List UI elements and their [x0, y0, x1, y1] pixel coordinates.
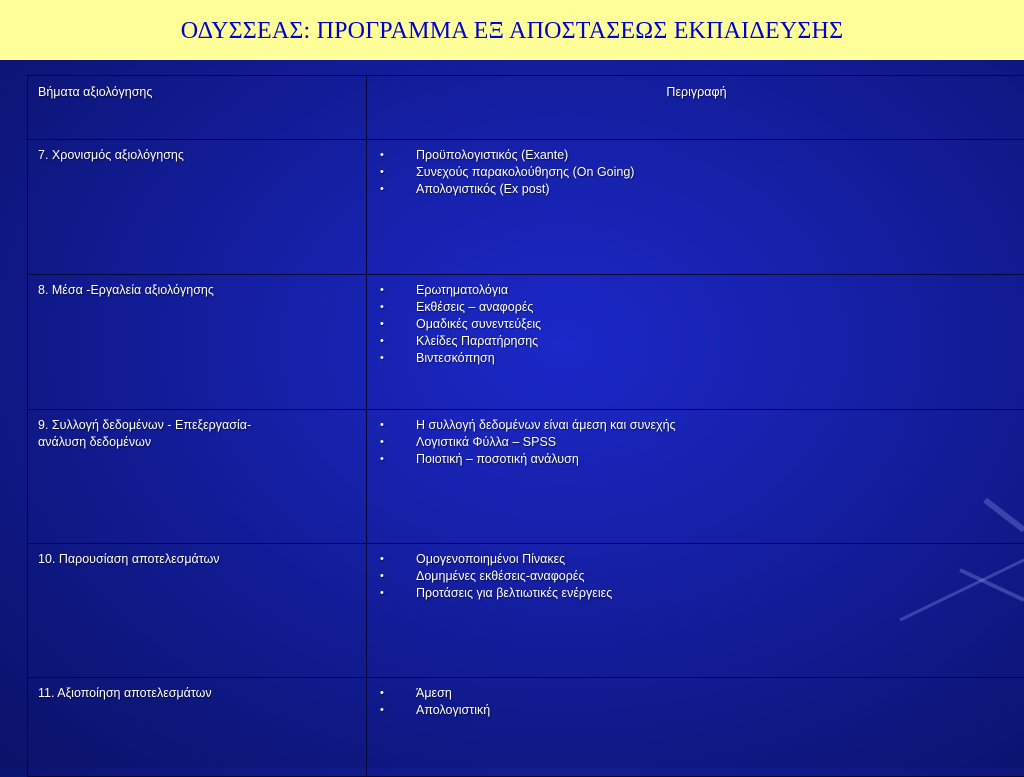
list-item — [367, 164, 1024, 181]
list-item — [367, 299, 1024, 316]
list-item-text: Κλείδες Παρατήρησης — [416, 334, 538, 348]
list-item-text: Ποιοτική – ποσοτική ανάλυση — [416, 452, 579, 466]
bullet-icon: • — [380, 451, 384, 468]
bullet-icon: • — [380, 316, 384, 333]
list-item — [367, 147, 1024, 164]
list-item-text: Απολογιστικός (Ex post) — [416, 182, 550, 196]
list-item — [367, 417, 1024, 434]
bullet-list — [367, 417, 1024, 468]
table-row — [28, 140, 1024, 275]
header-steps: Βήματα αξιολόγησης — [28, 76, 367, 140]
bullet-icon: • — [380, 551, 384, 568]
table-row — [28, 410, 1024, 544]
list-item-text: Συνεχούς παρακολούθησης (On Going) — [416, 165, 634, 179]
list-item-text: Η συλλογή δεδομένων είναι άμεση και συνεχής — [416, 418, 676, 432]
list-item — [367, 568, 1024, 585]
header-description: Περιγραφή — [367, 76, 1024, 140]
list-item-text: Ερωτηματολόγια — [416, 283, 508, 297]
step-cell: 8. Μέσα -Εργαλεία αξιολόγησης — [28, 275, 367, 410]
list-item-text: Άμεση — [416, 686, 452, 700]
list-item-text: Εκθέσεις – αναφορές — [416, 300, 533, 314]
list-item — [367, 333, 1024, 350]
bullet-icon: • — [380, 417, 384, 434]
bullet-icon: • — [380, 181, 384, 198]
list-item — [367, 350, 1024, 367]
list-item — [367, 702, 1024, 719]
description-cell — [367, 140, 1024, 275]
list-item-text: Ομαδικές συνεντεύξεις — [416, 317, 541, 331]
bullet-icon: • — [380, 282, 384, 299]
description-cell — [367, 544, 1024, 678]
bullet-icon: • — [380, 685, 384, 702]
bullet-list — [367, 685, 1024, 719]
description-cell — [367, 678, 1024, 777]
list-item-text: Δομημένες εκθέσεις-αναφορές — [416, 569, 584, 583]
bullet-icon: • — [380, 702, 384, 719]
title-bar — [0, 0, 1024, 60]
bullet-icon: • — [380, 164, 384, 181]
bullet-icon: • — [380, 350, 384, 367]
list-item — [367, 282, 1024, 299]
step-cell: 9. Συλλογή δεδομένων - Επεξεργασία- ανάλυση δεδομένων — [28, 410, 367, 544]
list-item — [367, 451, 1024, 468]
list-item-text: Λογιστικά Φύλλα – SPSS — [416, 435, 556, 449]
list-item-text: Προτάσεις για βελτιωτικές ενέργειες — [416, 586, 612, 600]
evaluation-steps-table — [27, 75, 1024, 777]
step-cell: 11. Αξιοποίηση αποτελεσμάτων — [28, 678, 367, 777]
step-cell: 10. Παρουσίαση αποτελεσμάτων — [28, 544, 367, 678]
bullet-list — [367, 147, 1024, 198]
description-cell — [367, 410, 1024, 544]
bullet-icon: • — [380, 147, 384, 164]
bullet-icon: • — [380, 434, 384, 451]
slide-title: ΟΔΥΣΣΕΑΣ: ΠΡΟΓΡΑΜΜΑ ΕΞ ΑΠΟΣΤΑΣΕΩΣ ΕΚΠΑΙΔΕΥΣΗΣ — [181, 18, 844, 45]
list-item — [367, 551, 1024, 568]
table-row — [28, 544, 1024, 678]
bullet-list — [367, 282, 1024, 367]
list-item — [367, 181, 1024, 198]
list-item-text: Βιντεσκόπηση — [416, 351, 495, 365]
list-item-text: Απολογιστική — [416, 703, 490, 717]
table-row — [28, 678, 1024, 777]
bullet-icon: • — [380, 333, 384, 350]
list-item-text: Προϋπολογιστικός (Exante) — [416, 148, 568, 162]
list-item — [367, 685, 1024, 702]
bullet-icon: • — [380, 568, 384, 585]
table-row — [28, 275, 1024, 410]
list-item — [367, 316, 1024, 333]
table-header-row — [28, 76, 1024, 140]
bullet-list — [367, 551, 1024, 602]
list-item — [367, 434, 1024, 451]
list-item — [367, 585, 1024, 602]
list-item-text: Ομογενοποιημένοι Πίνακες — [416, 552, 565, 566]
bullet-icon: • — [380, 585, 384, 602]
step-cell: 7. Χρονισμός αξιολόγησης — [28, 140, 367, 275]
description-cell — [367, 275, 1024, 410]
bullet-icon: • — [380, 299, 384, 316]
